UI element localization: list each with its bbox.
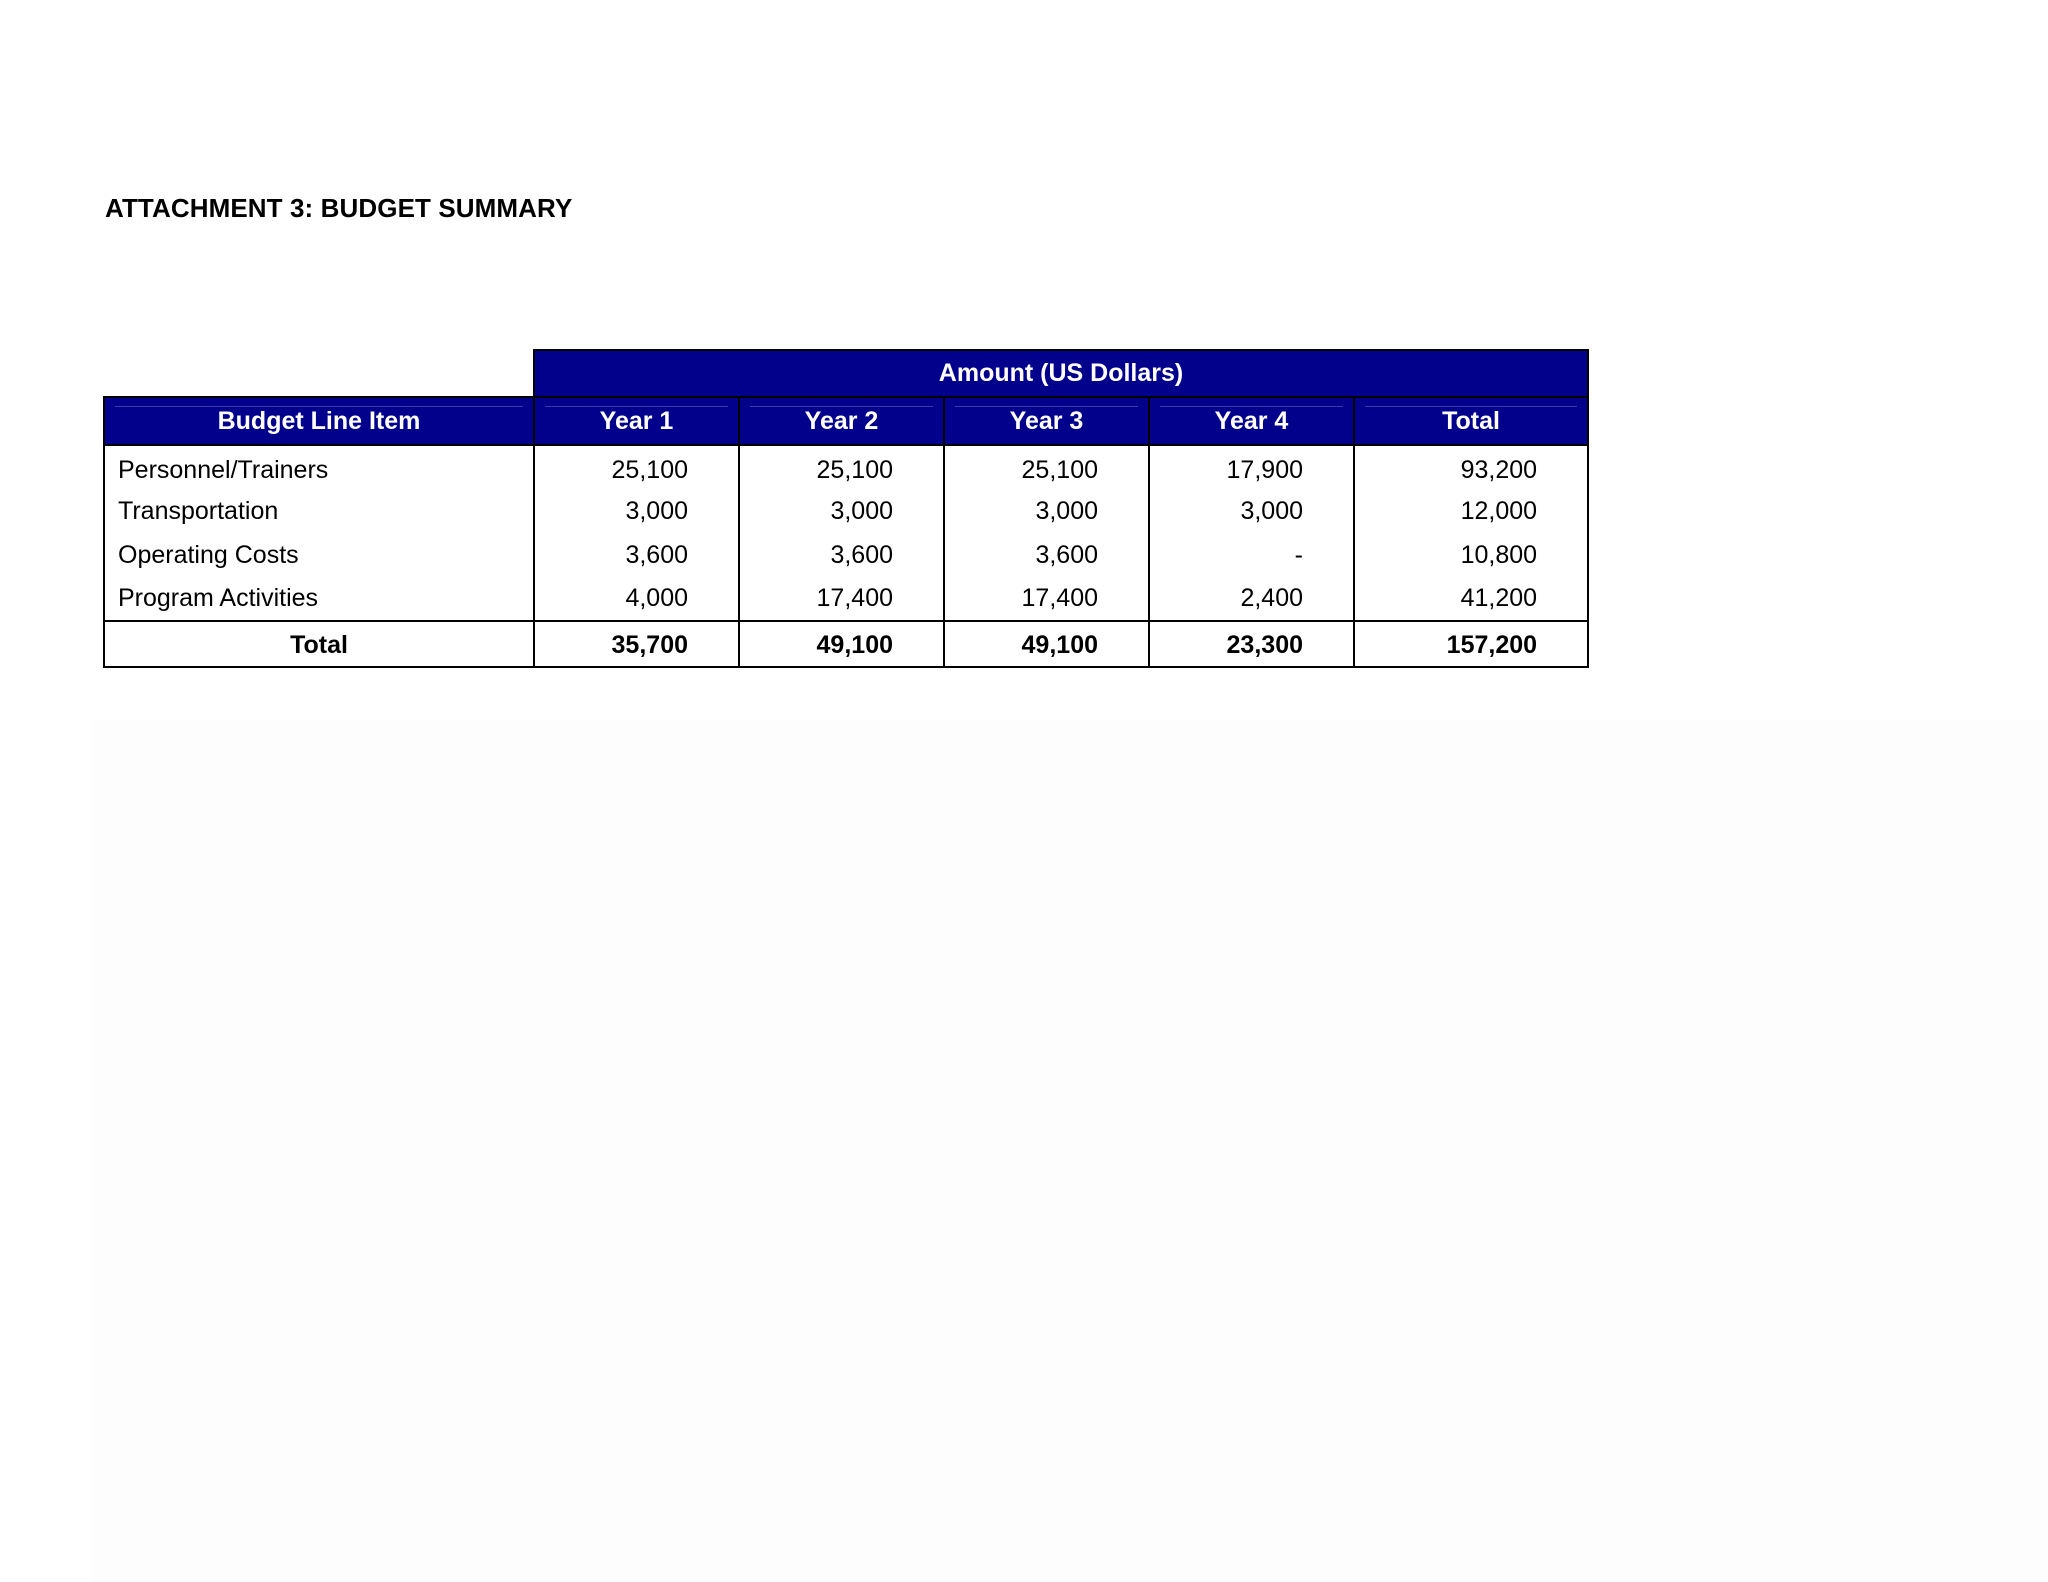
table-row [104, 533, 1588, 577]
table-row [104, 445, 1588, 489]
column-header-row [104, 397, 1588, 445]
cell-year-2: 3,000 [739, 489, 944, 533]
column-header-year-1: Year 1 [534, 397, 739, 445]
cell-year-4: - [1149, 533, 1354, 577]
cell-year-3: 3,000 [944, 489, 1149, 533]
total-year-3: 49,100 [944, 621, 1149, 667]
cell-year-2: 17,400 [739, 577, 944, 621]
cell-total: 12,000 [1354, 489, 1588, 533]
cell-total: 93,200 [1354, 445, 1588, 489]
cell-year-1: 25,100 [534, 445, 739, 489]
cell-year-3: 25,100 [944, 445, 1149, 489]
column-header-year-4: Year 4 [1149, 397, 1354, 445]
cell-total: 10,800 [1354, 533, 1588, 577]
cell-year-4: 3,000 [1149, 489, 1354, 533]
page-title: ATTACHMENT 3: BUDGET SUMMARY [105, 193, 573, 223]
cell-year-1: 4,000 [534, 577, 739, 621]
cell-total: 41,200 [1354, 577, 1588, 621]
row-label: Operating Costs [104, 533, 534, 577]
cell-year-4: 17,900 [1149, 445, 1354, 489]
cell-year-4: 2,400 [1149, 577, 1354, 621]
amount-group-header: Amount (US Dollars) [534, 350, 1588, 397]
row-label: Transportation [104, 489, 534, 533]
total-year-4: 23,300 [1149, 621, 1354, 667]
budget-summary-table [103, 349, 1589, 668]
column-header-year-2: Year 2 [739, 397, 944, 445]
cell-year-2: 3,600 [739, 533, 944, 577]
group-header-row [104, 350, 1588, 397]
cell-year-2: 25,100 [739, 445, 944, 489]
table-row [104, 489, 1588, 533]
column-header-budget-line-item: Budget Line Item [104, 397, 534, 445]
cell-year-3: 3,600 [944, 533, 1149, 577]
column-header-total: Total [1354, 397, 1588, 445]
grand-total: 157,200 [1354, 621, 1588, 667]
row-label: Personnel/Trainers [104, 445, 534, 489]
cell-year-3: 17,400 [944, 577, 1149, 621]
page-background [92, 720, 2048, 1582]
total-row-label: Total [104, 621, 534, 667]
column-header-year-3: Year 3 [944, 397, 1149, 445]
cell-year-1: 3,600 [534, 533, 739, 577]
row-label: Program Activities [104, 577, 534, 621]
total-row [104, 621, 1588, 667]
cell-year-1: 3,000 [534, 489, 739, 533]
blank-corner-cell [104, 350, 534, 397]
total-year-1: 35,700 [534, 621, 739, 667]
total-year-2: 49,100 [739, 621, 944, 667]
table-row [104, 577, 1588, 621]
